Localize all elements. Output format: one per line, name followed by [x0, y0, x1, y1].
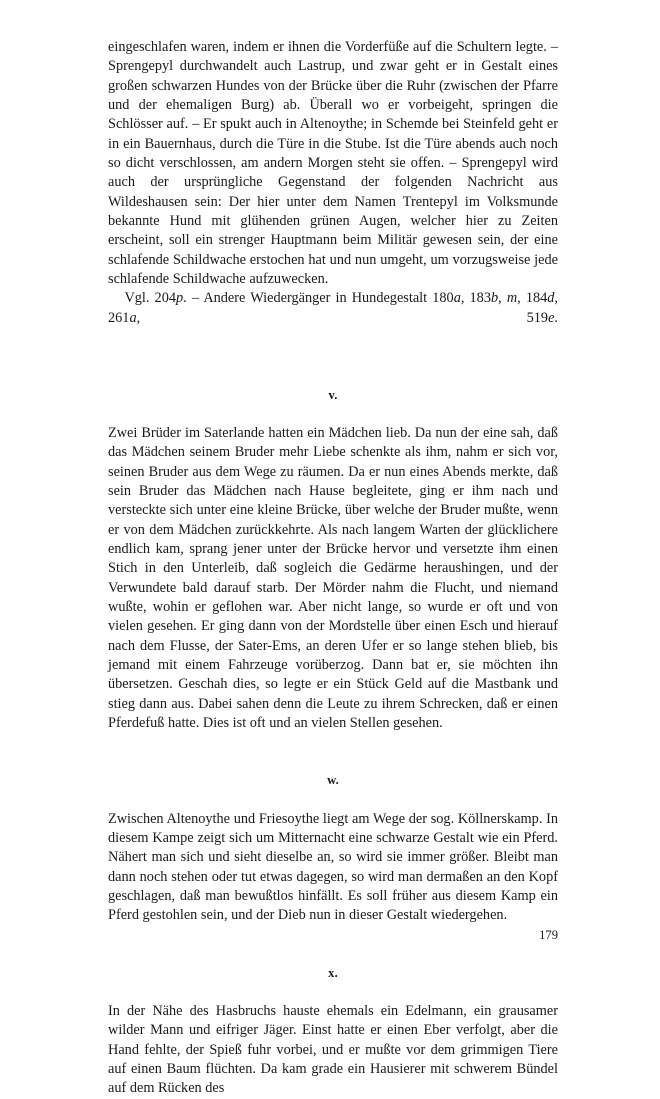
reference-locator-2: b — [490, 290, 499, 307]
section-heading-v: v. — [328, 387, 338, 402]
section-spacer — [108, 983, 558, 1002]
reference-separator-1: , 183 — [460, 290, 491, 307]
section-spacer — [108, 405, 558, 424]
paragraph-continuation: eingeschlafen waren, indem er ihnen die Vorderfüße auf die Schultern legte. – Sprengepyl durchwandelt auch Lastrup, und zwar geht er in Gestalt eines großen schwarzen Hundes von der Brücke über die Ruhr (zwischen der Pfarre und der ehemaligen Burg) ab. Überall wo er vorbeigeht, springen die Schlösser auf. – Er spukt auch in Altenoythe; in Schemde bei Steinfeld geht er in ein Bauernhaus, durch die Türe in die Stube. Ist die Türe abends auch noch so dicht verschlossen, am andern Morgen steht sie offen. – Sprengepyl wird auch der ursprüngliche Gegenstand der folgenden Nachricht aus Wildeshausen sein: Der hier unter dem Namen Trentepyl im Volksmunde bekannte Hund mit glühenden grünen Augen, welcher hier zu Zeiten erscheint, soll ein strenger Hauptmann beim Militär gewesen sein, der eine schlafende Schildwache erstochen hat und nun umgeht, um vorzugsweise jede schlafende Schildwache aufzuwecken. — [108, 39, 558, 288]
section-spacer — [108, 348, 558, 386]
cross-reference-line — [108, 289, 558, 347]
section-spacer — [108, 791, 558, 810]
section-paragraph-w: Zwischen Altenoythe und Friesoythe liegt am Wege der sog. Köllnerskamp. In diesem Kampe zeigt sich um Mitternacht eine schwarze Gestalt wie ein Pferd. Nähert man sich und sieht dieselbe an, so wird sie immer größer. Bleibt man dann noch stehen oder tut etwas dagegen, so wird man dermaßen an den Kopf geschlagen, daß man bewußtlos hinfällt. Es soll früher aus diesem Kamp ein Pferd gestohlen sein, und der Dieb nun in dieser Gestalt wiedergehen. — [108, 810, 558, 924]
reference-separator-4: , 261 — [108, 290, 558, 326]
reference-locator-4: d — [547, 290, 555, 307]
reference-separator-5: , 519 — [136, 309, 549, 326]
section-spacer — [108, 733, 558, 771]
reference-locator-3: m — [506, 290, 518, 307]
reference-suffix: . — [554, 309, 558, 326]
reference-prefix-italic: p — [176, 290, 184, 307]
section-heading-w: w. — [327, 773, 339, 788]
reference-separator-2: , — [498, 290, 507, 307]
reference-separator-3: , 184 — [517, 290, 548, 307]
section-paragraph-v: Zwei Brüder im Saterlande hatten ein Mädchen lieb. Da nun der eine sah, daß das Mädchen seinem Bruder mehr Liebe schenkte als ihm, nahm er sich vor, seinen Bruder aus dem Wege zu räumen. Da er nun eines Abends merkte, daß sein Bruder das Mädchen nach Hause begleitete, ging er ihm nach und versteckte sich unter eine kleine Brücke, über welche der Bruder mußte, wenn er von dem Mädchen zurückkehrte. Als nach langem Warten der glücklichere endlich kam, sprang jener unter der Brücke hervor und versetzte ihm einen Stich in den Unterleib, daß sogleich die Gedärme heraushingen, und der Verwundete bald darauf starb. Der Mörder nahm die Flucht, und niemand wußte, wohin er geflohen war. Aber nicht lange, so wurde er oft und von vielen gesehen. Er ging dann von der Mordstelle über einen Esch und hierauf nach dem Flusse, der Sater-Ems, an deren Ufer er so lange stehen blieb, bis jemand mit einem Fahrzeuge vorüberzog. Dann bat er, sie möchten ihn übersetzen. Geschah dies, so legte er ein Stück Geld auf die Mastbank und stieg dann aus. Dabei sahen denn die Leute zu ihrem Schrecken, daß er einen Pferdefuß hatte. Dies ist oft und an vielen Stellen gesehen. — [108, 424, 558, 731]
page-text-column — [108, 38, 558, 1099]
section-heading-x: x. — [328, 965, 338, 980]
reference-prefix: Vgl. 204 — [124, 290, 177, 307]
reference-locator-5: a — [129, 309, 137, 326]
reference-locator-6: e — [548, 309, 555, 326]
section-spacer — [108, 926, 558, 964]
reference-locator-1: a — [453, 290, 461, 307]
reference-middle: . – Andere Wiedergänger in Hundegestalt 180 — [183, 290, 454, 307]
section-paragraph-x: In der Nähe des Hasbruchs hauste ehemals ein Edelmann, ein grausamer wilder Mann und eifriger Jäger. Einst hatte er einen Eber verfolgt, aber die Hand fehlte, der Spieß fuhr vorbei, und er mußte vor dem grimmigen Tiere auf einen Baum flüchten. Da kam grade ein Hausierer mit schwerem Bündel auf dem Rücken des — [108, 1003, 558, 1097]
page-number: 179 — [539, 928, 558, 942]
